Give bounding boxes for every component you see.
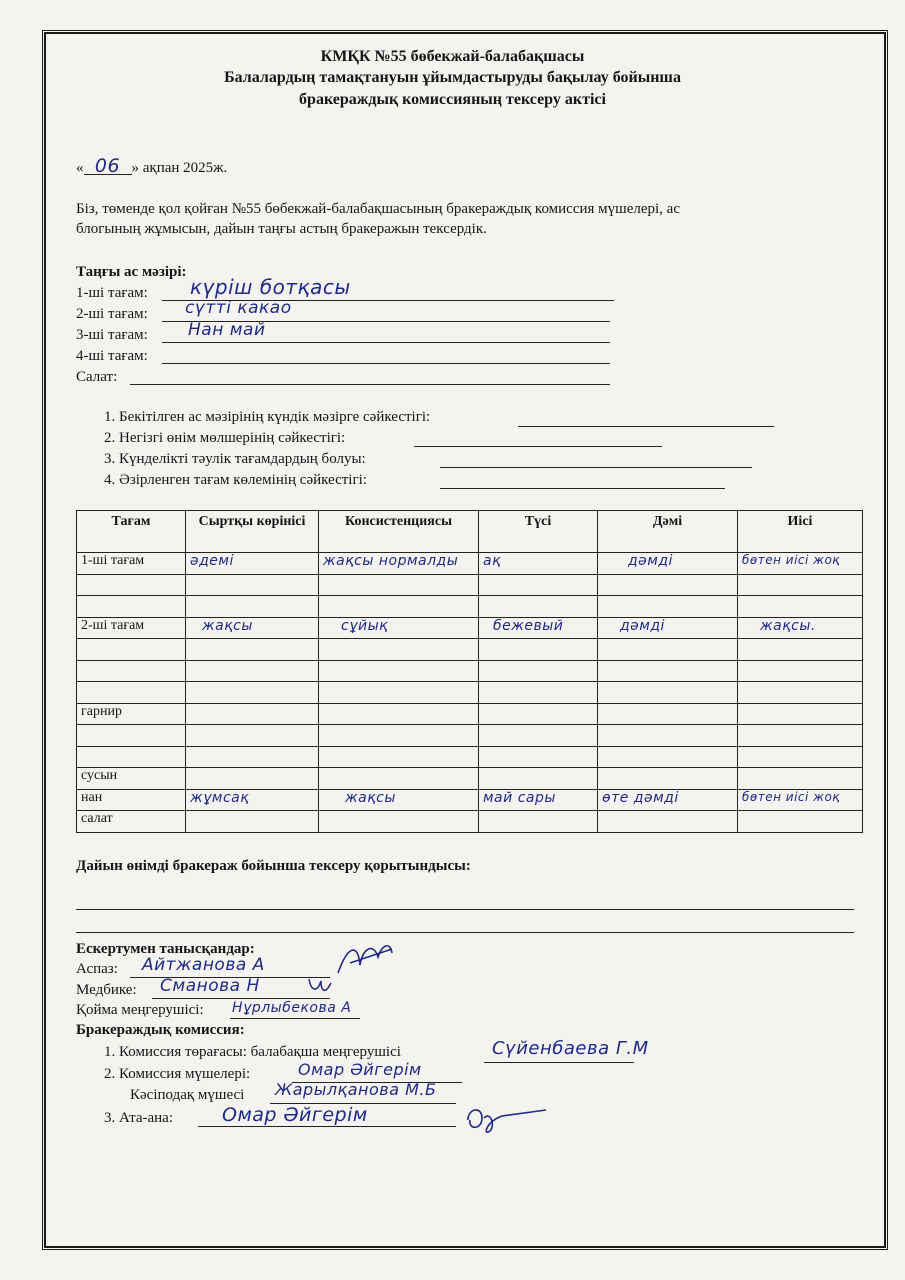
cell-smell: жақсы. <box>738 617 863 639</box>
cell-color: май сары <box>479 789 598 811</box>
table-row <box>77 725 863 747</box>
act-subtitle-line1: Балалардың тамақтануын ұйымдастыруды бақылау бойынша <box>224 69 681 86</box>
conclusion-heading: Дайын өнімді бракераж бойынша тексеру қорытындысы: <box>76 858 471 874</box>
menu-salad-label: Салат: <box>76 369 118 385</box>
cell <box>186 746 319 768</box>
cell-consistency: жақсы <box>319 789 479 811</box>
union-member-label: Кәсіподақ мүшесі <box>130 1087 245 1103</box>
cell <box>738 596 863 618</box>
cell <box>186 639 319 661</box>
date-line: « 06 » ақпан 2025ж. <box>76 155 228 177</box>
cell-smell: бөтен иісі жоқ <box>738 789 863 811</box>
cell <box>598 660 738 682</box>
table-row <box>77 660 863 682</box>
cell <box>186 811 319 833</box>
nurse-underline <box>152 998 330 999</box>
intro-line2: блогының жұмысын, дайын таңғы астың бракеражын тексердік. <box>76 221 487 237</box>
check-item-4-underline <box>440 488 725 489</box>
commission-members-value: Омар Әйгерім <box>298 1060 422 1079</box>
cell <box>598 596 738 618</box>
cell <box>186 596 319 618</box>
cell <box>319 725 479 747</box>
signature-cook <box>330 935 400 985</box>
cell <box>738 768 863 790</box>
cell <box>738 660 863 682</box>
cell <box>479 703 598 725</box>
union-member-value: Жарылқанова М.Б <box>275 1080 437 1099</box>
check-item-1: 1. Бекітілген ас мәзірінің күндік мәзірге сәйкестігі: <box>104 409 431 425</box>
cell-consistency: сұйық <box>319 617 479 639</box>
menu-item-1-label: 1-ші тағам: <box>76 285 148 301</box>
table-row <box>77 768 863 790</box>
menu-item-4-label: 4-ші тағам: <box>76 348 148 364</box>
check-item-4: 4. Әзірленген тағам көлемінің сәйкестігі: <box>104 472 367 488</box>
check-item-1-underline <box>518 426 774 427</box>
cell-taste: дәмді <box>598 617 738 639</box>
nurse-label: Медбике: <box>76 982 137 998</box>
menu-item-3-value: Нан май <box>188 320 266 340</box>
nurse-value: Сманова Н <box>160 976 260 996</box>
menu-item-3-underline <box>162 342 610 343</box>
cell <box>319 746 479 768</box>
table-header-row <box>77 511 863 553</box>
cell <box>738 639 863 661</box>
cell-smell: бөтен иісі жоқ <box>738 553 863 575</box>
menu-item-1-value: күріш ботқасы <box>190 275 351 299</box>
cook-label: Аспаз: <box>76 961 118 977</box>
menu-item-2-label: 2-ші тағам: <box>76 306 148 322</box>
commission-members-label: 2. Комиссия мүшелері: <box>104 1066 251 1082</box>
cell <box>319 660 479 682</box>
cell-consistency: жақсы нормалды <box>319 553 479 575</box>
table-row <box>77 596 863 618</box>
cook-value: Айтжанова А <box>142 955 265 975</box>
menu-salad-underline <box>130 384 610 385</box>
cell-appearance: әдемі <box>186 553 319 575</box>
commission-heading: Бракераждық комиссия: <box>76 1022 245 1038</box>
col-consistency: Консистенциясы <box>319 511 479 553</box>
cell <box>319 639 479 661</box>
cell-color: ақ <box>479 553 598 575</box>
conclusion-line-1 <box>76 909 854 910</box>
act-subtitle-line2: бракераждық комиссияның тексеру актісі <box>299 91 606 108</box>
cell <box>479 596 598 618</box>
cell <box>77 682 186 704</box>
menu-heading: Таңғы ас мәзірі: <box>76 264 187 280</box>
col-smell: Иісі <box>738 511 863 553</box>
cell <box>598 768 738 790</box>
cell <box>598 682 738 704</box>
table-row <box>77 617 863 639</box>
cell <box>479 574 598 596</box>
parent-value: Омар Әйгерім <box>222 1104 368 1126</box>
check-item-2-underline <box>414 446 662 447</box>
date-day: 06 <box>84 158 132 175</box>
col-dish: Тағам <box>77 511 186 553</box>
storekeeper-underline <box>230 1018 360 1019</box>
table-row <box>77 574 863 596</box>
cell <box>738 574 863 596</box>
check-item-3: 3. Күнделікті тәулік тағамдардың болуы: <box>104 451 366 467</box>
cell <box>598 725 738 747</box>
acquainted-heading: Ескертумен танысқандар: <box>76 941 255 957</box>
cell <box>77 596 186 618</box>
cell <box>479 639 598 661</box>
cell-dish: нан <box>77 789 186 811</box>
cell <box>319 574 479 596</box>
cell <box>186 725 319 747</box>
cell <box>186 682 319 704</box>
cell <box>479 682 598 704</box>
cell <box>598 703 738 725</box>
cell-taste: дәмді <box>598 553 738 575</box>
cell-appearance: жұмсақ <box>186 789 319 811</box>
cell <box>319 768 479 790</box>
cell <box>77 639 186 661</box>
cell <box>186 660 319 682</box>
cell <box>738 746 863 768</box>
check-item-2: 2. Негізгі өнім мөлшерінің сәйкестігі: <box>104 430 346 446</box>
cell <box>598 746 738 768</box>
cell-taste: өте дәмді <box>598 789 738 811</box>
cell <box>77 746 186 768</box>
cell <box>186 768 319 790</box>
cell-dish: 2-ші тағам <box>77 617 186 639</box>
cell <box>77 574 186 596</box>
table-row <box>77 746 863 768</box>
parent-label: 3. Ата-ана: <box>104 1110 173 1126</box>
cell <box>319 703 479 725</box>
table-row <box>77 639 863 661</box>
cell <box>479 768 598 790</box>
cell <box>738 811 863 833</box>
org-title: КМҚК №55 бөбекжай-балабақшасы <box>320 48 585 65</box>
cell <box>738 703 863 725</box>
cell <box>598 639 738 661</box>
col-taste: Дәмі <box>598 511 738 553</box>
cell-dish: салат <box>77 811 186 833</box>
cell-dish: сусын <box>77 768 186 790</box>
commission-chair-value: Сүйенбаева Г.М <box>492 1038 649 1059</box>
cell <box>186 703 319 725</box>
cell <box>598 574 738 596</box>
intro-line1: Біз, төменде қол қойған №55 бөбекжай-балабақшасының бракераждық комиссия мүшелері, ас <box>76 201 680 217</box>
cell <box>319 682 479 704</box>
cell <box>319 811 479 833</box>
table-row <box>77 682 863 704</box>
menu-item-2-value: сүтті какао <box>185 298 292 318</box>
cell <box>479 725 598 747</box>
cell <box>77 725 186 747</box>
menu-item-3-label: 3-ші тағам: <box>76 327 148 343</box>
table-row <box>77 789 863 811</box>
signature-nurse <box>305 975 335 999</box>
cell <box>598 811 738 833</box>
cell-color: бежевый <box>479 617 598 639</box>
cell <box>479 811 598 833</box>
parent-underline <box>198 1126 456 1127</box>
conclusion-line-2 <box>76 932 854 933</box>
commission-chair-label: 1. Комиссия төрағасы: балабақша меңгерушісі <box>104 1044 401 1060</box>
cell <box>479 746 598 768</box>
cell-dish: гарнир <box>77 703 186 725</box>
storekeeper-label: Қойма меңгерушісі: <box>76 1002 204 1018</box>
cell <box>738 725 863 747</box>
commission-chair-underline <box>484 1062 634 1063</box>
col-color: Түсі <box>479 511 598 553</box>
check-item-3-underline <box>440 467 752 468</box>
cell <box>186 574 319 596</box>
table-row <box>77 811 863 833</box>
table-row <box>77 553 863 575</box>
cell <box>77 660 186 682</box>
cell <box>479 660 598 682</box>
cell-dish: 1-ші тағам <box>77 553 186 575</box>
table-row <box>77 703 863 725</box>
col-appearance: Сыртқы көрінісі <box>186 511 319 553</box>
cell <box>738 682 863 704</box>
cell-appearance: жақсы <box>186 617 319 639</box>
cell <box>319 596 479 618</box>
storekeeper-value: Нұрлыбекова А <box>232 1000 352 1016</box>
menu-item-4-underline <box>162 363 610 364</box>
inspection-table <box>76 510 863 833</box>
signature-parent <box>462 1100 552 1136</box>
